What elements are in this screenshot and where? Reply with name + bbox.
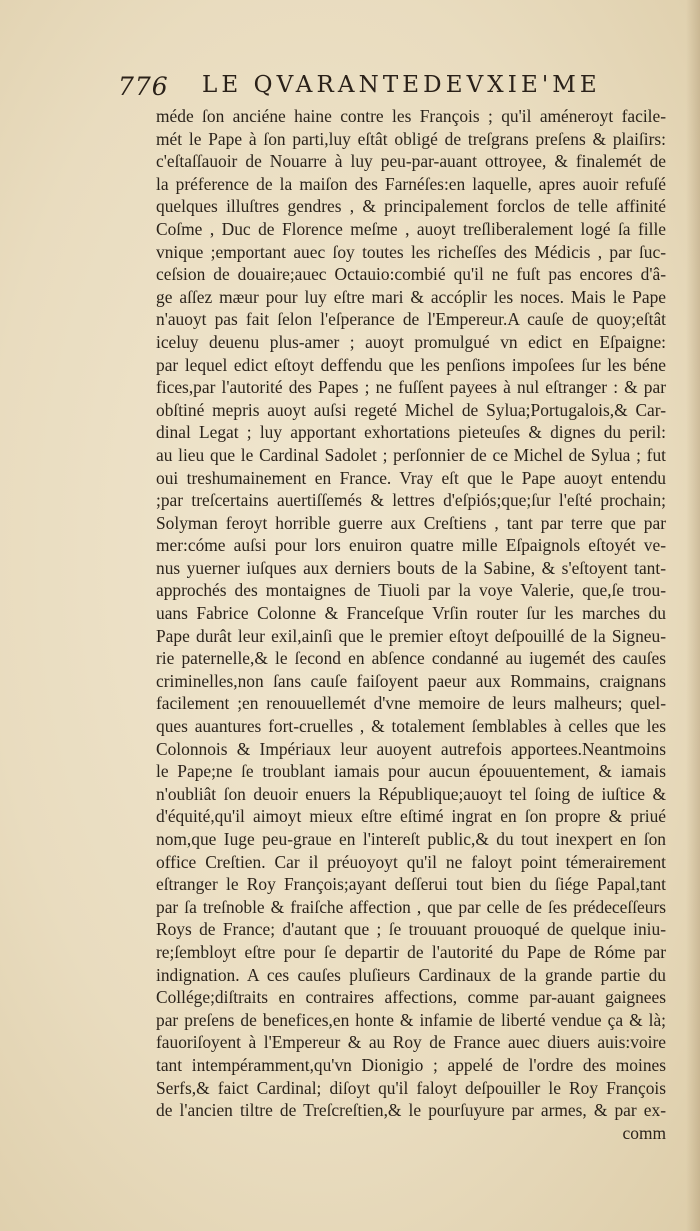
text-line: mét le Pape à ſon parti,luy eſtât obligé de treſgrans preſens & plaiſirs: xyxy=(156,128,666,149)
text-line: Colonnois & Impériaux leur auoyent autrefois apportees.Neantmoins xyxy=(156,738,666,759)
body-text xyxy=(156,105,666,1144)
text-line: mer:cóme auſsi pour lors enuiron quatre mille Eſpaignols eſtoyét ve- xyxy=(156,535,666,556)
text-line: ;par treſcertains auertiſſemés & lettres d'eſpiós;que;ſur l'eſté prochain; xyxy=(156,490,666,511)
text-line: oui treshumainement en France. Vray eſt que le Pape auoyt entendu xyxy=(156,467,666,488)
text-line: nom,que Iuge peu-graue en l'intereſt public,& du tout inexpert en ſon xyxy=(156,829,666,849)
text-line: vnique ;emportant auec ſoy toutes les richeſſes des Médicis , par ſuc- xyxy=(156,241,666,262)
text-line: criminelles,non ſans cauſe faiſoyent paeur aux Rommains, craignans xyxy=(156,670,666,691)
text-line: Solyman feroyt horrible guerre aux Creſtiens , tant par terre que par xyxy=(156,512,666,533)
text-line: par ſa treſnoble & fraiſche affection , que par celle de ſes prédeceſſeurs xyxy=(156,896,666,917)
text-line: approchés des montaignes de Tiuoli par la voye Valerie, que,ſe trou- xyxy=(156,580,666,601)
text-line: au lieu que le Cardinal Sadolet ; perſonnier de ce Michel de Sylua ; fut xyxy=(156,444,666,465)
text-line: n'auoyt pas fait ſelon l'eſperance de l'Empereur.A cauſe de quoy;eſtât xyxy=(156,309,666,330)
text-line: office Creſtien. Car il préuoyoyt qu'il ne faloyt point témerairement xyxy=(156,851,666,872)
text-line: par lequel edict eſtoyt deffendu que les penſions impoſees ſur les béne xyxy=(156,354,666,375)
text-line: fices,par l'autorité des Papes ; ne fuſſent payees à nul eſtranger : & par xyxy=(156,377,666,398)
text-line: Collége;diſtraits en contraires affections, comme par-auant gaignees xyxy=(156,987,666,1008)
text-line: la préference de la maiſon des Farnéſes:en laquelle, apres auoir refuſé xyxy=(156,173,666,194)
running-title: LE QVARANTEDEVXIE'ME xyxy=(202,72,601,98)
text-line: nus yuerner iuſques aux derniers bouts de la Sabine, & s'eſtoyent tant- xyxy=(156,557,666,578)
text-line: ques auantures fort-cruelles , & totalement ſemblables à celles que les xyxy=(156,716,666,737)
text-line: quelques illuſtres gendres , & principalement forclos de telle affinité xyxy=(156,196,666,217)
text-line: le Pape;ne ſe troublant iamais pour aucun épouuentement, & iamais xyxy=(156,761,666,782)
text-line: dinal Legat ; luy apportant exhortations pieteuſes & dignes du peril: xyxy=(156,422,666,443)
text-line: comm xyxy=(622,1122,666,1143)
text-line: Coſme , Duc de Florence meſme , auoyt treſliberalement logé ſa fille xyxy=(156,218,666,239)
text-line: par preſens de benefices,en honte & infamie de liberté vendue ça & là; xyxy=(156,1009,666,1030)
text-line: n'oubliât ſon deuoir enuers la République;auoyt tel ſoing de iuſtice & xyxy=(156,783,666,804)
page-edge-shadow xyxy=(686,0,700,1231)
text-line: de l'ancien tiltre de Treſcreſtien,& le pourſuyure par armes, & par ex- xyxy=(156,1100,666,1121)
text-line: Serfs,& faict Cardinal; diſoyt qu'il faloyt deſpouiller le Roy François xyxy=(156,1077,666,1098)
text-line: uans Fabrice Colonne & Franceſque Vrſin router ſur les marches du xyxy=(156,603,666,624)
text-line: iceluy deuenu plus-amer ; auoyt promulgué vn edict en Eſpaigne: xyxy=(156,331,666,352)
text-line: rie paternelle,& le ſecond en abſence condanné au iugemét des cauſes xyxy=(156,648,666,669)
text-line: c'eſtaſſauoir de Nouarre à luy peu-par-auant ottroyee, & finalemét de xyxy=(156,151,666,172)
text-line: facilement ;en renouuellemét d'vne memoire de leurs malheurs; quel- xyxy=(156,693,666,714)
text-line: tant intempéramment,qu'vn Dionigio ; appelé de l'ordre des moines xyxy=(156,1054,666,1075)
text-line: obſtiné mepris auoyt auſsi regeté Michel de Sylua;Portugalois,& Car- xyxy=(156,399,666,420)
text-line: re;ſembloyt eſtre pour ſe departir de l'autorité du Pape de Róme par xyxy=(156,941,666,962)
text-line: ceſsion de douaire;auec Octauio:combié qu'il ne fuſt pas encores d'â- xyxy=(156,264,666,285)
text-line: méde ſon anciéne haine contre les François ; qu'il améneroyt facile- xyxy=(156,106,666,126)
text-line: eſtranger le Roy François;ayant deſſerui tout bien du ſiége Papal,tant xyxy=(156,874,666,895)
text-line: Roys de France; d'autant que ; ſe trouuant prouoqué de quelque iniu- xyxy=(156,919,666,940)
text-line: fauoriſoyent à l'Empereur & au Roy de France auec diuers auis:voire xyxy=(156,1032,666,1053)
text-line: d'équité,qu'il aimoyt mieux eſtre eſtimé ingrat en ſon propre & priué xyxy=(156,806,666,827)
page-number: 776 xyxy=(118,72,169,101)
text-line: indignation. A ces cauſes pluſieurs Cardinaux de la grande partie du xyxy=(156,964,666,985)
text-line: Pape durât leur exil,ainſi que le premier eſtoyt deſpouillé de la Signeu- xyxy=(156,625,666,646)
page-header xyxy=(118,68,678,106)
text-line: ge aſſez mæur pour luy eſtre mari & accóplir les noces. Mais le Pape xyxy=(156,286,666,307)
